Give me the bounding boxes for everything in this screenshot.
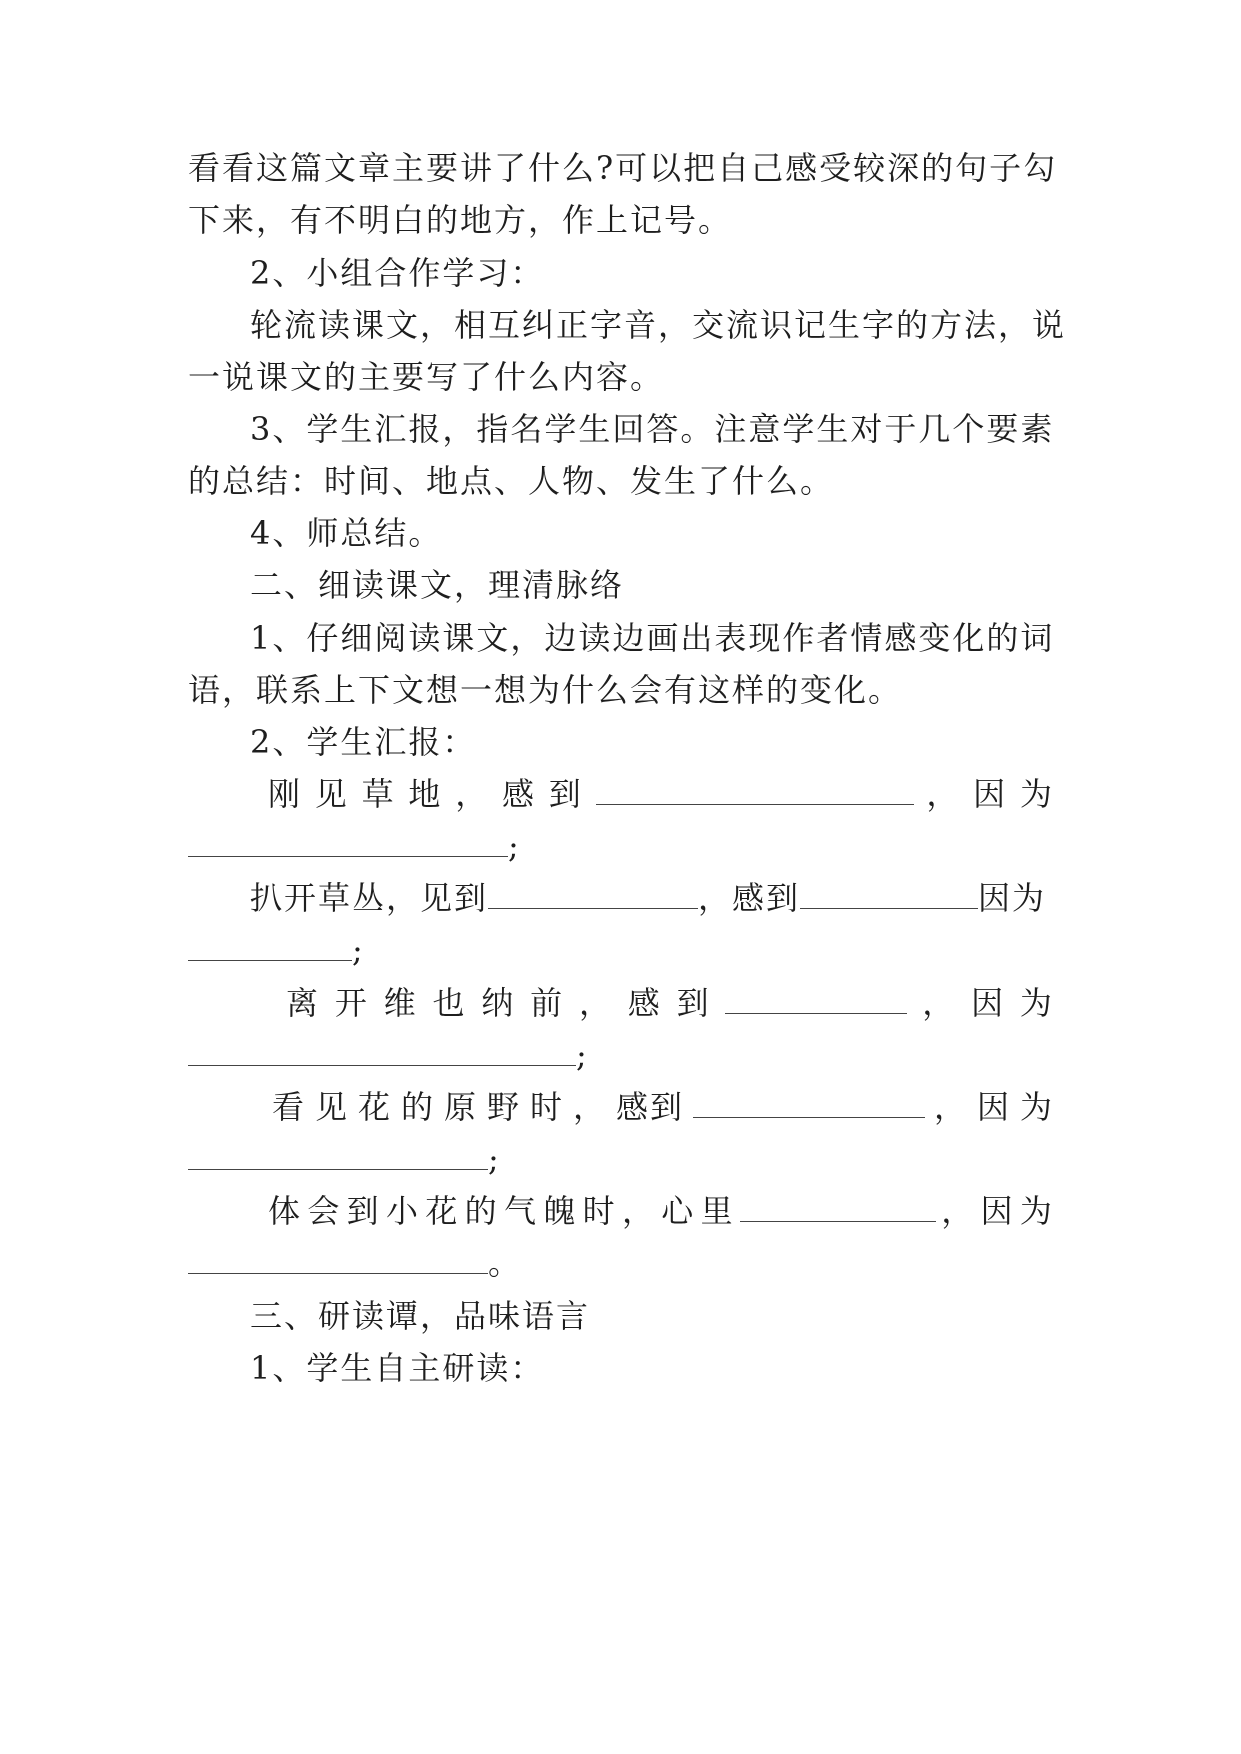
fill-in-row: 刚 见 草 地 ， 感 到 ， 因 为 xyxy=(268,775,1054,813)
section-item: 1、学生自主研读： xyxy=(250,1349,545,1387)
answer-blank xyxy=(188,830,508,857)
paragraph-line: 下来，有不明白的地方，作上记号。 xyxy=(188,201,733,239)
answer-blank xyxy=(188,1039,576,1066)
section-item: 3、学生汇报，指名学生回答。注意学生对于几个要素 xyxy=(250,410,1055,448)
answer-blank xyxy=(800,882,978,909)
fill-in-row: 离 开 维 也 纳 前 ， 感 到 ， 因 为 xyxy=(286,984,1054,1022)
answer-blank xyxy=(488,882,698,909)
paragraph-line: 语，联系上下文想一想为什么会有这样的变化。 xyxy=(188,671,903,709)
answer-blank xyxy=(188,1247,488,1274)
paragraph-line: 一说课文的主要写了什么内容。 xyxy=(188,358,665,396)
section-item: 1、仔细阅读课文，边读边画出表现作者情感变化的词 xyxy=(250,619,1055,657)
answer-blank xyxy=(725,987,907,1014)
fill-in-row-continued: 。 xyxy=(188,1243,1054,1283)
answer-blank xyxy=(596,778,914,805)
fill-in-row: 体 会 到 小 花 的 气 魄 时 ， 心 里 ， 因 为 xyxy=(268,1192,1054,1230)
fill-in-row: 看 见 花 的 原 野 时 ， 感到 ， 因 为 xyxy=(272,1088,1054,1126)
section-item: 2、小组合作学习： xyxy=(250,254,545,292)
section-item: 4、师总结。 xyxy=(250,514,443,552)
answer-blank xyxy=(740,1195,936,1222)
answer-blank xyxy=(188,1143,488,1170)
fill-in-row: 扒开草丛，见到 ，感到 因为 xyxy=(250,879,1047,917)
fill-in-row-continued: ; xyxy=(188,1139,1054,1179)
section-heading: 三、研读谭，品味语言 xyxy=(250,1297,591,1335)
fill-in-row-continued: ; xyxy=(188,1035,1054,1075)
answer-blank xyxy=(693,1091,925,1118)
paragraph-line: 看看这篇文章主要讲了什么?可以把自己感受较深的句子勾 xyxy=(188,149,1058,187)
fill-in-row-continued: ; xyxy=(188,826,1054,866)
section-item: 2、学生汇报： xyxy=(250,723,477,761)
section-heading: 二、细读课文，理清脉络 xyxy=(250,566,625,604)
answer-blank xyxy=(188,934,352,961)
paragraph-line: 轮流读课文，相互纠正字音，交流识记生字的方法，说 xyxy=(250,306,1067,344)
paragraph-line: 的总结：时间、地点、人物、发生了什么。 xyxy=(188,462,835,500)
fill-in-row-continued: ; xyxy=(188,930,1054,970)
